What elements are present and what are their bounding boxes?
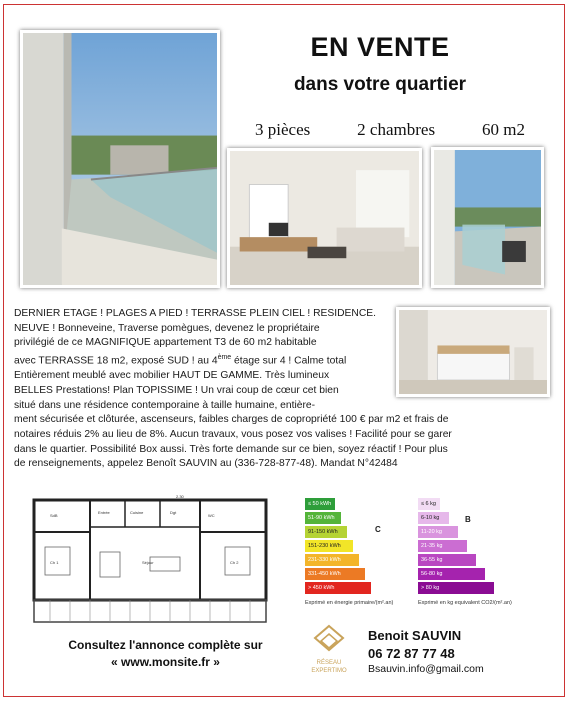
website-link[interactable]: « www.monsite.fr » [111,655,220,669]
cta-line: Consultez l'annonce complète sur [68,638,263,652]
expertimo-logo [303,622,355,684]
energy-class-bar: 331-450 kWh [305,568,365,580]
desc-text: avec TERRASSE 18 m2, exposé SUD ! au 4 [14,355,218,367]
ges-class-bar: 21-35 kg [418,540,467,552]
room-label: WC [208,513,215,518]
ges-class-bar: ≤ 6 kg [418,498,440,510]
floor-plan [30,492,272,628]
room-label: Séjour [142,560,154,565]
listing-link-text [58,637,273,671]
desc-line: notaires réduis 2% au lieu de 8%. Aucun travaux, vous posez vos valises ! Facilité pour se garer [14,429,452,441]
energy-chart [305,498,415,610]
room-label: SdB [50,513,58,518]
scale-label: 2.30 [176,494,184,499]
rooms-count: 3 pièces [255,120,311,139]
terrace-photo [20,30,220,288]
property-description [14,307,559,472]
energy-class-bar: > 450 kWh [305,582,371,594]
surface-area: 60 m2 [482,120,525,139]
desc-line: NEUVE ! Bonneveine, Traverse pomègues, devenez le propriétaire [14,322,320,334]
property-specs [255,120,525,140]
energy-class-bar: 51-90 kWh [305,512,341,524]
energy-class-bar: 151-230 kWh [305,540,353,552]
balcony-photo [431,147,544,288]
room-label: Ch 1 [50,560,59,565]
logo-text: RÉSEAU [316,660,342,666]
agent-email[interactable]: Bsauvin.info@gmail.com [368,663,484,675]
desc-line: privilégié de ce MAGNIFIQUE appartement T3 de 60 m2 habitable [14,337,317,349]
desc-line: situé dans une résidence contemporaine à taille humaine, entière- [14,399,316,411]
desc-superscript: ème [217,354,232,362]
desc-text: étage sur 4 ! Calme total [231,355,347,367]
desc-line: de renseignements, appelez Benoît SAUVIN au (336-728-877-48). Mandat N°42484 [14,458,398,470]
energy-class-bar: ≤ 50 kWh [305,498,335,510]
ges-class-bar: > 80 kg [418,582,494,594]
ges-caption: Exprimé en kg equivalent CO2/(m².an) [418,600,512,606]
room-label: Entrée [98,510,110,515]
ges-class-bar: 56-80 kg [418,568,485,580]
desc-line: dans le quartier. Possibilité Box aussi. Très forte demande sur ce bien, soyez réactif ! Pour plus [14,443,448,455]
agent-phone[interactable]: 06 72 87 77 48 [368,646,455,661]
ges-class-bar: 11-20 kg [418,526,458,538]
energy-class-bar: 231-330 kWh [305,554,359,566]
page-subtitle: dans votre quartier [293,74,467,95]
ges-class-bar: 36-55 kg [418,554,476,566]
room-label: Dgt [170,510,177,515]
agent-name: Benoit SAUVIN [368,628,462,643]
logo-text: EXPERTIMO [311,668,347,674]
desc-line: ment sécurisée et clôturée, ascenseurs, faibles charges de copropriété 100 € par m2 et frais de [14,414,449,426]
energy-marker: C [375,525,381,534]
bedrooms-count: 2 chambres [357,120,436,139]
energy-caption: Exprimé en énergie primaire/(m².an) [305,600,394,606]
room-label: Ch 2 [230,560,239,565]
ges-class-bar: 6-10 kg [418,512,449,524]
energy-class-bar: 91-150 kWh [305,526,347,538]
desc-line: Entièrement meublé avec mobilier HAUT DE GAMME. Très lumineux [14,370,330,382]
desc-line: DERNIER ETAGE ! PLAGES A PIED ! TERRASSE PLEIN CIEL ! RESIDENCE. [14,308,377,319]
living-room-photo [227,148,422,288]
desc-line: BELLES Prestations! Plan TOPISSIME ! Un vrai coup de cœur cet bien [14,384,339,396]
room-label: Cuisine [130,510,144,515]
page-title: EN VENTE [310,32,450,62]
ges-marker: B [465,515,471,524]
desc-line [14,351,384,369]
ges-chart [418,498,548,610]
